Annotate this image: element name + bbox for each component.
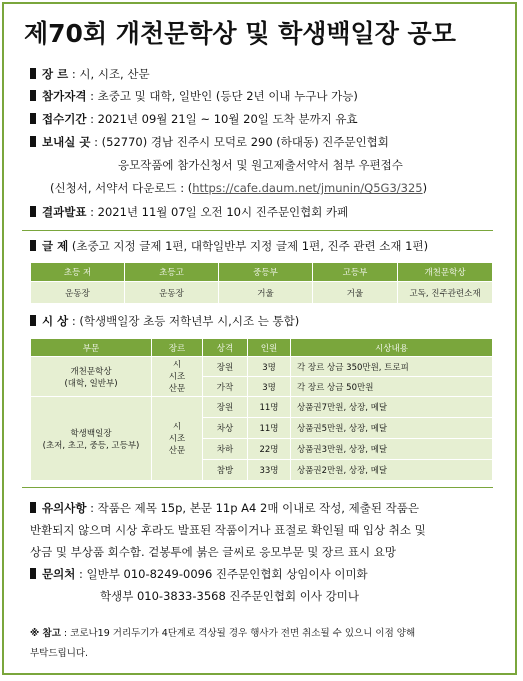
- topic-cell: 운동장: [125, 282, 219, 304]
- award-rank: 참방: [203, 460, 248, 481]
- award-header: 상격: [203, 339, 248, 357]
- contact-text: : 일반부 010-8249-0096 진주문인협회 상임이사 이미화: [78, 567, 368, 581]
- announcement-value: : 2021년 11월 07일 오전 10시 진주문인협회 카페: [90, 205, 349, 219]
- award-genre-cell: [152, 397, 203, 481]
- award-header: 장르: [152, 339, 203, 357]
- award-header: 인원: [248, 339, 291, 357]
- award-count: 11명: [248, 418, 291, 439]
- award-rank: 차상: [203, 418, 248, 439]
- footnote-label: ※ 참고: [30, 628, 61, 639]
- download-prefix: (신청서, 서약서 다운로드 : (: [50, 181, 193, 195]
- award-prize: 상품권7만원, 상장, 메달: [291, 397, 493, 418]
- qualification-row: [30, 88, 358, 104]
- bullet-square-icon: [30, 568, 36, 579]
- awards-label: 시 상: [42, 314, 69, 328]
- bullet-square-icon: [30, 136, 36, 147]
- topic-table: [30, 262, 493, 304]
- genre-item: 시: [172, 421, 182, 432]
- topics-label: 글 제: [42, 239, 69, 253]
- bullet-square-icon: [30, 240, 36, 251]
- group-name: 학생백일장: [70, 428, 112, 439]
- award-rank: 차하: [203, 439, 248, 460]
- award-header: 시상내용: [291, 339, 493, 357]
- qualification-value: : 초중고 및 대학, 일반인 (등단 2년 이내 누구나 가능): [90, 89, 358, 103]
- award-rank: 장원: [203, 357, 248, 377]
- download-suffix: ): [422, 181, 428, 195]
- address-label: 보내실 곳: [42, 135, 91, 149]
- qualification-label: 참가자격: [42, 89, 87, 103]
- topic-cell: 고독, 진주관련소재: [398, 282, 493, 304]
- award-prize: 상품권2만원, 상장, 메달: [291, 460, 493, 481]
- notes-text: : 작품은 제목 15p, 본문 11p A4 2매 이내로 작성, 제출된 작품은: [90, 501, 419, 515]
- award-prize: 각 장르 상금 50만원: [291, 377, 493, 397]
- notes-block: [30, 497, 490, 607]
- award-genre-cell: [152, 357, 203, 397]
- award-count: 3명: [248, 377, 291, 397]
- award-header: 부문: [31, 339, 152, 357]
- award-prize: 상품권5만원, 상장, 메달: [291, 418, 493, 439]
- page-title: 제70회 개천문학상 및 학생백일장 공모: [24, 19, 456, 48]
- topic-cell: 거울: [313, 282, 398, 304]
- address-line2: 응모작품에 참가신청서 및 원고제출서약서 첨부 우편접수: [118, 158, 403, 172]
- award-prize: 각 장르 상금 350만원, 트로피: [291, 357, 493, 377]
- footnote: [30, 624, 500, 664]
- topic-cell: 거울: [219, 282, 313, 304]
- address-line3: [50, 180, 427, 196]
- genre-item: 시조: [168, 371, 186, 382]
- group-name: 개천문학상: [70, 366, 112, 377]
- contact-label: 문의처: [42, 567, 76, 581]
- group-sub: (대학, 일반부): [64, 378, 118, 389]
- contact-line2: 학생부 010-3833-3568 진주문인협회 이사 강미나: [100, 589, 359, 603]
- genre-item: 산문: [168, 383, 186, 394]
- award-count: 33명: [248, 460, 291, 481]
- topic-cell: 운동장: [31, 282, 125, 304]
- award-count: 22명: [248, 439, 291, 460]
- bullet-square-icon: [30, 206, 36, 217]
- contact-line1: [30, 563, 490, 585]
- address-row: [30, 134, 389, 150]
- period-value: : 2021년 09월 21일 ~ 10월 20일 도착 분까지 유효: [90, 112, 358, 126]
- award-count: 11명: [248, 397, 291, 418]
- award-rank: 가작: [203, 377, 248, 397]
- notes-label: 유의사항: [42, 501, 87, 515]
- genre-row: [30, 66, 150, 82]
- group-sub: (초저, 초고, 중등, 고등부): [42, 440, 140, 451]
- topic-header: 초등 저: [31, 263, 125, 282]
- awards-row: [30, 313, 299, 329]
- bullet-square-icon: [30, 113, 36, 124]
- genre-item: 시조: [168, 433, 186, 444]
- footnote-line1: [30, 624, 500, 644]
- award-rank: 장원: [203, 397, 248, 418]
- section-divider: [22, 230, 493, 231]
- award-group-cell: [31, 357, 152, 397]
- footnote-text: : 코로나19 거리두기가 4단계로 격상될 경우 행사가 전면 취소될 수 있으니 이점 양해: [60, 628, 416, 639]
- awards-value: : (학생백일장 초등 저학년부 시,시조 는 통합): [71, 314, 300, 328]
- genre-item: 산문: [168, 445, 186, 456]
- section-divider: [22, 487, 493, 488]
- award-table: [30, 338, 493, 481]
- notes-line1: [30, 497, 490, 519]
- notes-line3: 상금 및 부상품 회수함. 겉봉투에 붉은 글씨로 응모부문 및 장르 표시 요망: [30, 545, 397, 559]
- bullet-square-icon: [30, 502, 36, 513]
- genre-label: 장 르: [42, 67, 69, 81]
- period-row: [30, 111, 358, 127]
- topic-header: 초등고: [125, 263, 219, 282]
- bullet-square-icon: [30, 315, 36, 326]
- notes-line2: 반환되지 않으며 시상 후라도 발표된 작품이거나 표절로 확인될 때 입상 취소 및: [30, 523, 426, 537]
- topic-header: 개천문학상: [398, 263, 493, 282]
- announcement-label: 결과발표: [42, 205, 87, 219]
- award-group-cell: [31, 397, 152, 481]
- award-count: 3명: [248, 357, 291, 377]
- topic-header: 중등부: [219, 263, 313, 282]
- address-value: : (52770) 경남 진주시 모덕로 290 (하대동) 진주문인협회: [94, 135, 389, 149]
- topic-header: 고등부: [313, 263, 398, 282]
- genre-item: 시: [172, 359, 182, 370]
- award-prize: 상품권3만원, 상장, 메달: [291, 439, 493, 460]
- announcement-row: [30, 204, 348, 220]
- download-link[interactable]: https://cafe.daum.net/jmunin/Q5G3/325: [192, 181, 423, 195]
- footnote-line2: 부탁드립니다.: [30, 648, 89, 659]
- period-label: 접수기간: [42, 112, 87, 126]
- bullet-square-icon: [30, 68, 36, 79]
- bullet-square-icon: [30, 90, 36, 101]
- genre-value: : 시, 시조, 산문: [71, 67, 150, 81]
- topics-value: (초중고 지정 글제 1편, 대학일반부 지정 글제 1편, 진주 관련 소재 1편): [68, 239, 429, 253]
- topics-row: [30, 238, 428, 254]
